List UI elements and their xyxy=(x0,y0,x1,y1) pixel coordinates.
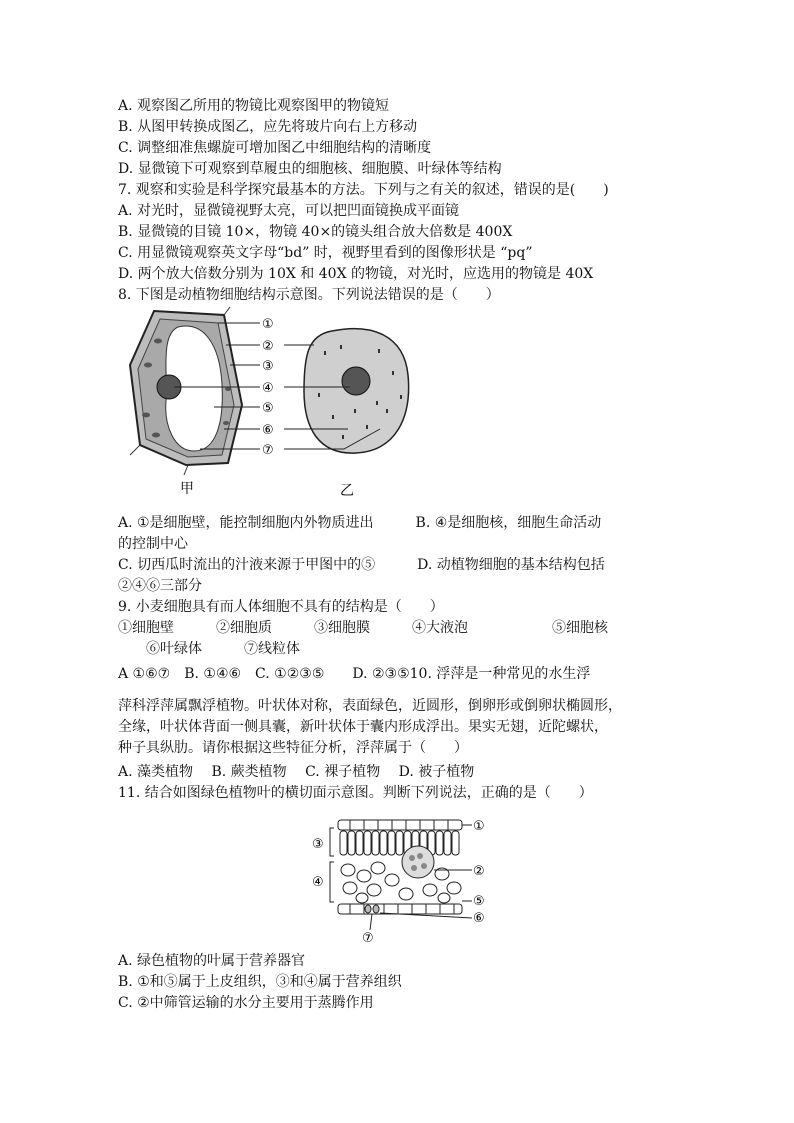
leaf-label-2: ② xyxy=(473,864,485,879)
question-10-line-3: 全缘，叶状体背面一侧具囊，新叶状体于囊内形成浮出。果实无翅，近陀螺状， xyxy=(118,719,608,735)
caption-animal: 乙 xyxy=(340,483,354,499)
question-10-line-4: 种子具纵肋。请你根据这些特征分析，浮萍属于（ ） xyxy=(118,740,468,756)
caption-plant: 甲 xyxy=(180,481,194,497)
leaf-vein xyxy=(402,846,434,878)
q11-option-a: A. 绿色植物的叶属于营养器官 xyxy=(118,953,306,969)
cell-label-5: ⑤ xyxy=(262,401,274,416)
question-11: 11. 结合如图绿色植物叶的横切面示意图。判断下列说法，正确的是（ ） xyxy=(118,785,593,801)
cell-label-7: ⑦ xyxy=(262,443,274,458)
palisade-tissue xyxy=(340,831,459,855)
leaf-label-7: ⑦ xyxy=(362,931,374,946)
cell-label-6: ⑥ xyxy=(262,423,274,438)
question-7: 7. 观察和实验是科学探究最基本的方法。下列与之有关的叙述，错误的是( ) xyxy=(118,182,609,198)
leaf-label-4: ④ xyxy=(312,875,324,890)
leaf-label-6: ⑥ xyxy=(473,911,485,926)
spongy-tissue xyxy=(341,862,461,903)
q10-options: A. 藻类植物 B. 蕨类植物 C. 裸子植物 D. 被子植物 xyxy=(118,764,475,780)
q11-option-b: B. ①和⑤属于上皮组织，③和④属于营养组织 xyxy=(118,974,402,990)
cell-label-2: ② xyxy=(262,339,274,354)
cell-label-3: ③ xyxy=(262,359,274,374)
q7-option-d: D. 两个放大倍数分别为 10X 和 40X 的物镜，对光时，应选用的物镜是 40X xyxy=(118,266,594,282)
leaf-label-5: ⑤ xyxy=(473,894,485,909)
q8-option-cd: C. 切西瓜时流出的汁液来源于甲图中的⑤ D. 动植物细胞的基本结构包括 xyxy=(118,557,605,573)
cell-structure-figure xyxy=(118,305,438,505)
q11-option-c: C. ②中筛管运输的水分主要用于蒸腾作用 xyxy=(118,995,374,1011)
option-b-text: B. 从图甲转换成图乙，应先将玻片向右上方移动 xyxy=(118,119,418,135)
q9-items-2: ⑥叶绿体 ⑦线粒体 xyxy=(118,641,300,657)
q7-option-c: C. 用显微镜观察英文字母“bd” 时，视野里看到的图像形状是 “pq” xyxy=(118,245,533,261)
option-a-text: A. 观察图乙所用的物镜比观察图甲的物镜短 xyxy=(118,98,390,114)
q7-option-a: A. 对光时，显微镜视野太亮，可以把凹面镜换成平面镜 xyxy=(118,203,460,219)
q8-option-d-cont: ②④⑥三部分 xyxy=(118,578,202,594)
animal-nucleus xyxy=(342,367,370,395)
leaf-label-1: ① xyxy=(473,819,485,834)
leaf-label-3: ③ xyxy=(312,837,324,852)
q9-options-q10-start: A ①⑥⑦ B. ①④⑥ C. ①②③⑤ D. ②③⑤10. 浮萍是一种常见的水生浮 xyxy=(118,666,591,682)
q9-items-1: ①细胞壁 ②细胞质 ③细胞膜 ④大液泡 ⑤细胞核 xyxy=(118,620,608,636)
q8-option-ab: A. ①是细胞壁，能控制细胞内外物质进出 B. ④是细胞核，细胞生命活动 xyxy=(118,515,602,531)
q8-option-b-cont: 的控制中心 xyxy=(118,536,188,552)
q7-option-b: B. 显微镜的目镜 10×，物镜 40×的镜头组合放大倍数是 400X xyxy=(118,224,513,240)
question-10-line-2: 萍科浮萍属飘浮植物。叶状体对称，表面绿色，近圆形，倒卵形或倒卵状椭圆形， xyxy=(118,698,622,714)
option-d-text: D. 显微镜下可观察到草履虫的细胞核、细胞膜、叶绿体等结构 xyxy=(118,161,502,177)
cell-label-4: ④ xyxy=(262,381,274,396)
cell-label-1: ① xyxy=(262,317,274,332)
leaf-cross-section-figure xyxy=(308,814,498,946)
option-c-text: C. 调整细准焦螺旋可增加图乙中细胞结构的清晰度 xyxy=(118,140,432,156)
question-8: 8. 下图是动植物细胞结构示意图。下列说法错误的是（ ） xyxy=(118,287,500,303)
question-9: 9. 小麦细胞具有而人体细胞不具有的结构是（ ） xyxy=(118,599,444,615)
